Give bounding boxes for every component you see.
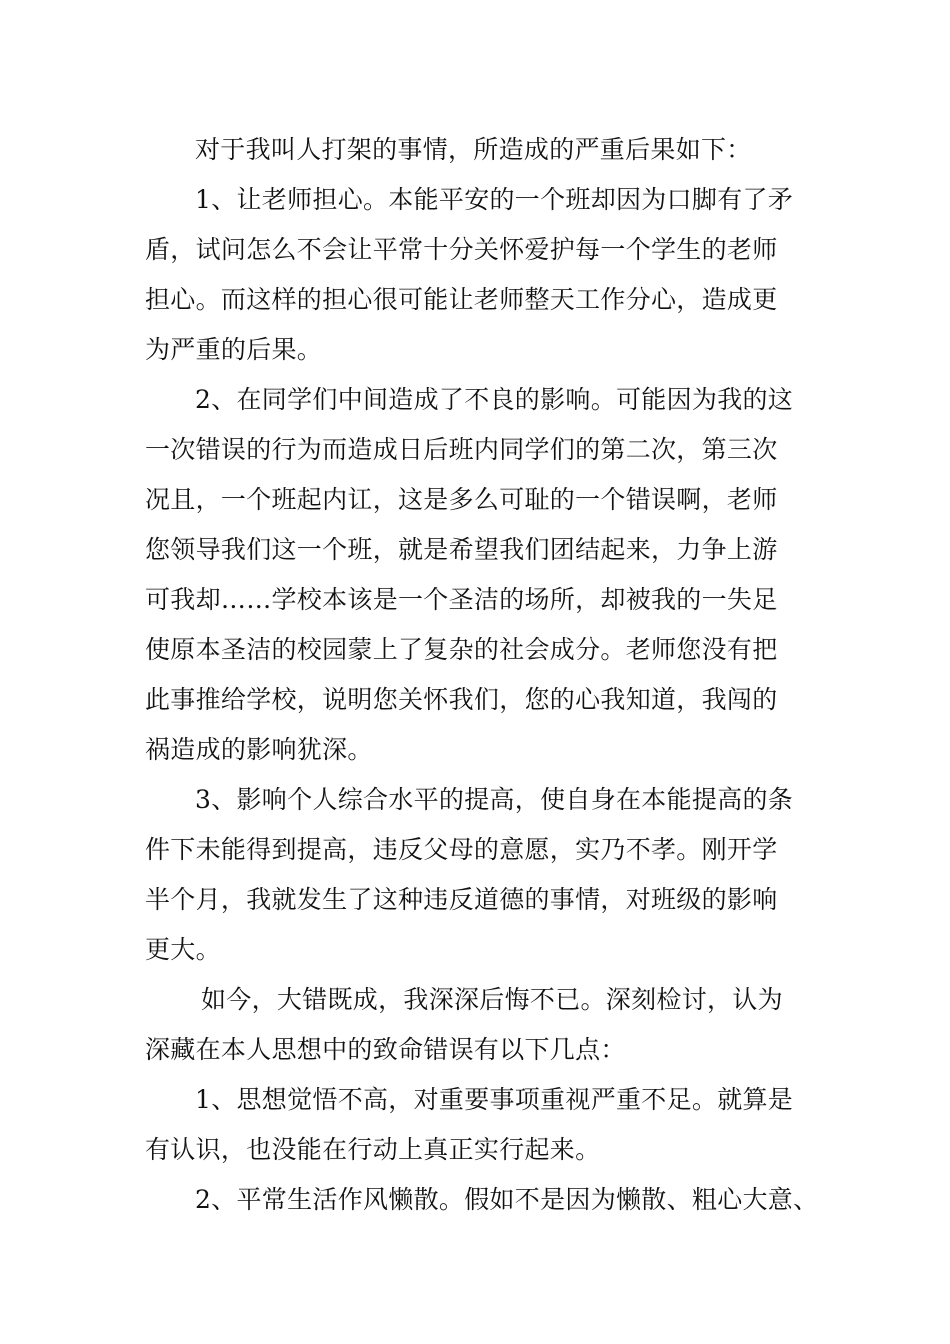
paragraph-line: 您领导我们这一个班，就是希望我们团结起来，力争上游 bbox=[145, 535, 778, 564]
paragraph-line: 1、让老师担心。本能平安的一个班却因为口脚有了矛 bbox=[195, 185, 794, 214]
paragraph-line: 况且，一个班起内讧，这是多么可耻的一个错误啊，老师 bbox=[145, 485, 778, 514]
paragraph-line: 如今，大错既成，我深深后悔不已。深刻检讨，认为 bbox=[201, 985, 783, 1014]
paragraph-line: 深藏在本人思想中的致命错误有以下几点： bbox=[145, 1035, 626, 1064]
paragraph-line: 3、影响个人综合水平的提高，使自身在本能提高的条 bbox=[195, 785, 794, 814]
paragraph-line: 对于我叫人打架的事情，所造成的严重后果如下： bbox=[195, 135, 752, 164]
paragraph-line: 使原本圣洁的校园蒙上了复杂的社会成分。老师您没有把 bbox=[145, 635, 778, 664]
paragraph-line: 为严重的后果。 bbox=[145, 335, 323, 364]
paragraph-line: 半个月，我就发生了这种违反道德的事情，对班级的影响 bbox=[145, 885, 778, 914]
paragraph-line: 可我却……学校本该是一个圣洁的场所，却被我的一失足 bbox=[145, 585, 778, 614]
paragraph-line: 更大。 bbox=[145, 935, 221, 964]
paragraph-line: 件下未能得到提高，违反父母的意愿，实乃不孝。刚开学 bbox=[145, 835, 778, 864]
paragraph-line: 此事推给学校，说明您关怀我们，您的心我知道，我闯的 bbox=[145, 685, 778, 714]
paragraph-line: 2、平常生活作风懒散。假如不是因为懒散、粗心大意、 bbox=[195, 1185, 819, 1214]
paragraph-line: 有认识，也没能在行动上真正实行起来。 bbox=[145, 1135, 601, 1164]
paragraph-line: 祸造成的影响犹深。 bbox=[145, 735, 373, 764]
paragraph-line: 1、思想觉悟不高，对重要事项重视严重不足。就算是 bbox=[195, 1085, 794, 1114]
paragraph-line: 一次错误的行为而造成日后班内同学们的第二次，第三次 bbox=[145, 435, 778, 464]
paragraph-line: 盾，试问怎么不会让平常十分关怀爱护每一个学生的老师 bbox=[145, 235, 778, 264]
paragraph-line: 担心。而这样的担心很可能让老师整天工作分心，造成更 bbox=[145, 285, 778, 314]
paragraph-line: 2、在同学们中间造成了不良的影响。可能因为我的这 bbox=[195, 385, 794, 414]
